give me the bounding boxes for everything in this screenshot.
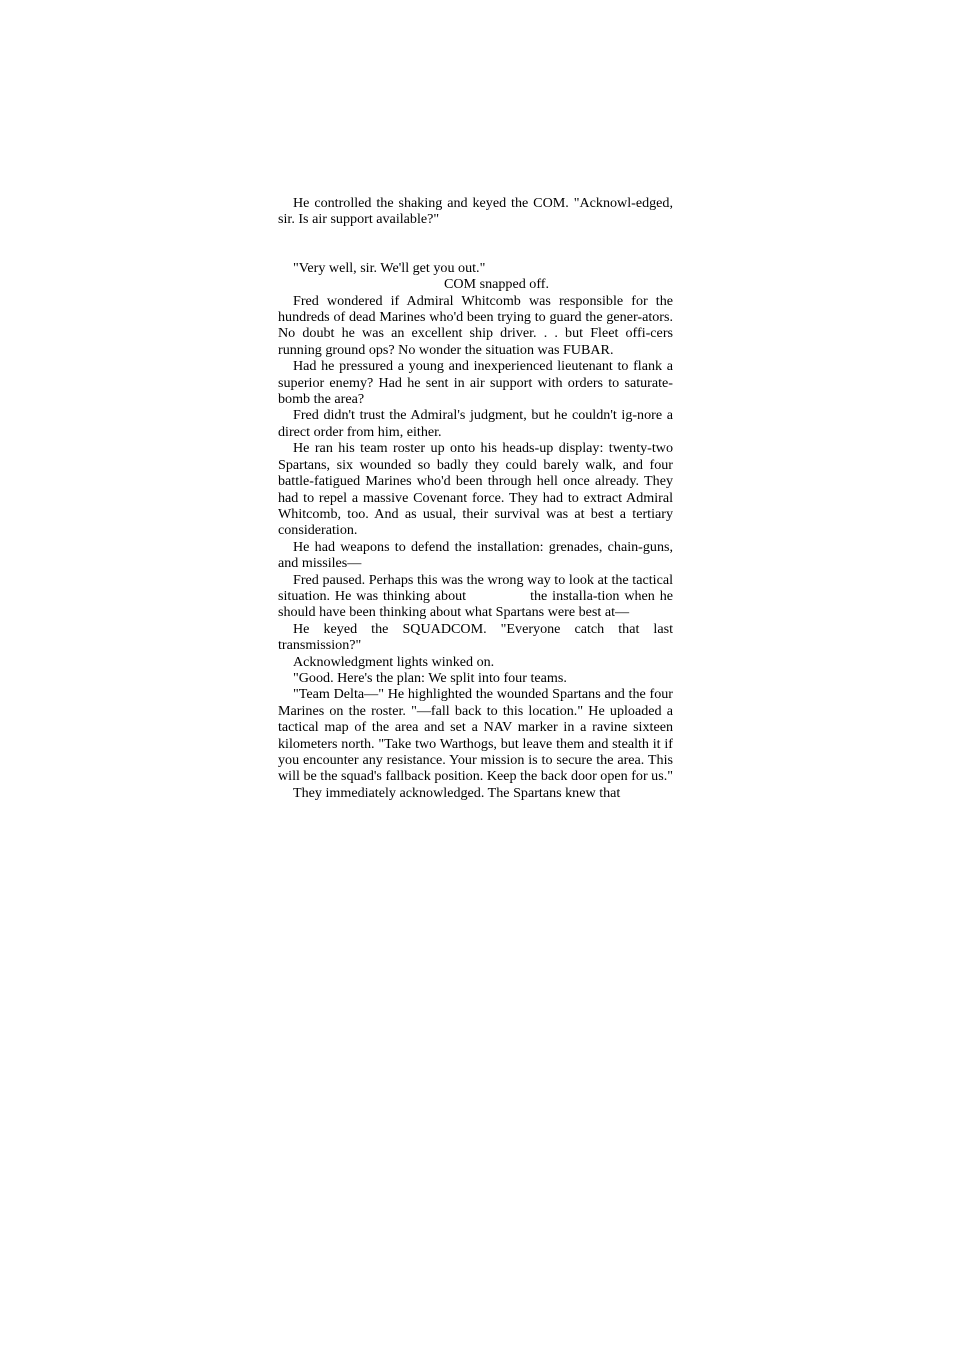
paragraph	[278, 572, 673, 621]
paragraph: He keyed the SQUADCOM. "Everyone catch that last transmission?"	[278, 620, 673, 654]
paragraph: Had he pressured a young and inexperienced lieutenant to flank a superior enemy? Had he sent in air support with orders to saturate-bomb the area?	[278, 358, 673, 408]
paragraph: "Team Delta—" He highlighted the wounded Spartans and the four Marines on the roster. "—fall back to this location." He uploaded a tactical map of the area and set a NAV marker in a ravine sixteen kilometers north. "Take two Warthogs, but leave them and stealth it if you encounter any resistance. Your mission is to secure the area. This will be the squad's fallback position. Keep the back door open for us."	[278, 686, 673, 785]
paragraph: "Very well, sir. We'll get you out."	[293, 259, 486, 276]
paragraph-part: the installa-tion when he should have been thinking about what Spartans were best at—	[278, 587, 673, 621]
paragraph: He controlled the shaking and keyed the COM. "Acknowl-edged, sir. Is air support available?"	[278, 195, 673, 228]
paragraph: He had weapons to defend the installation: grenades, chain-guns, and missiles—	[278, 538, 673, 572]
paragraph: Fred didn't trust the Admiral's judgment, but he couldn't ig-nore a direct order from him, either.	[278, 407, 673, 440]
paragraph: COM snapped off.	[443, 276, 550, 293]
paragraph: "Good. Here's the plan: We split into four teams.	[293, 669, 567, 686]
paragraph: He ran his team roster up onto his heads-up display: twenty-two Spartans, six wounded so badly they could barely walk, and four battle-fatigued Marines who'd been through hell once already. They had to repel a massive Covenant force. They had to extract Admiral Whitcomb, too. And as usual, their survival was at best a tertiary consideration.	[278, 440, 673, 539]
paragraph-part: Fred paused. Perhaps this was the wrong way to look at the tactical situation. He was thinking about	[278, 571, 673, 604]
page-text-column	[278, 195, 673, 801]
paragraph: Fred wondered if Admiral Whitcomb was responsible for the hundreds of dead Marines who'd been trying to guard the gener-ators. No doubt he was an excellent ship driver. . . but Fleet offi-cers running ground ops? No wonder the situation was FUBAR.	[278, 292, 673, 358]
paragraph: Acknowledgment lights winked on.	[293, 653, 495, 670]
paragraph: They immediately acknowledged. The Spartans knew that	[293, 784, 621, 801]
